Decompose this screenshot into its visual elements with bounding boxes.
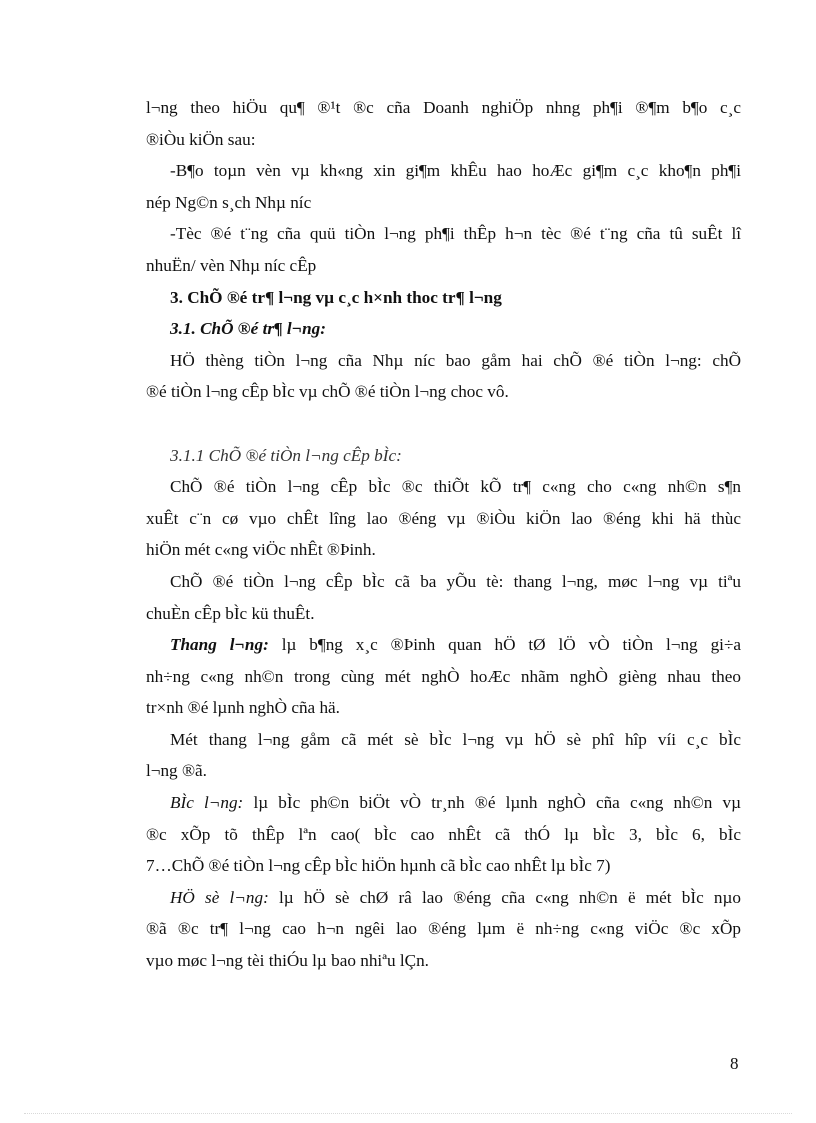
paragraph-line: ChÕ ®é tiÒn l¬ng cÊp bÌc ®c thiÕt kÕ tr¶ c«ng cho c«ng nh©n s¶n [170, 477, 741, 497]
document-body [146, 92, 741, 977]
term-label: BÌc l¬ng: [170, 793, 244, 813]
term-definition: lµ b¶ng x¸c ®Þinh quan hÖ tØ lÖ vÒ tiÒn l¬ng gi÷a [268, 635, 742, 655]
paragraph-line: ®ã ®c tr¶ l¬ng cao h¬n ngêi lao ®éng lµm ë nh÷ng c«ng viÖc ®c xÕp [146, 919, 741, 939]
paragraph-line: ®é tiÒn l¬ng cÊp bÌc vµ chÕ ®é tiÒn l¬ng choc vô. [146, 382, 509, 402]
paragraph-line: xuÊt c¨n cø vµo chÊt lîng lao ®éng vµ ®iÒu kiÖn lao ®éng khi hä thùc [146, 508, 741, 528]
paragraph-line: ®c xÕp tõ thÊp lªn cao( bÌc cao nhÊt cã thÓ lµ bÌc 3, bÌc 6, bÌc [146, 824, 741, 844]
paragraph-line: vµo møc l¬ng tèi thiÓu lµ bao nhiªu lÇn. [146, 951, 429, 971]
paragraph-line [146, 787, 741, 819]
term-label: HÖ sè l¬ng: [170, 887, 269, 907]
body-line: ®iÒu kiÖn sau: [146, 129, 256, 149]
paragraph-line: HÖ thèng tiÒn l¬ng cña Nhµ níc bao gåm hai chÕ ®é tiÒn l¬ng: chÕ [170, 350, 741, 370]
page-number: 8 [730, 1054, 739, 1073]
paragraph-line [146, 629, 741, 661]
paragraph-line: chuÈn cÊp bÌc kü thuÊt. [146, 603, 315, 623]
paragraph-line: tr×nh ®é lµnh nghÒ cña hä. [146, 698, 340, 718]
body-line: l¬ng theo hiÖu qu¶ ®¹t ®c cña Doanh nghiÖp nhng ph¶i ®¶m b¶o c¸c [146, 98, 741, 117]
subsubsection-heading: 3.1.1 ChÕ ®é tiÒn l¬ng cÊp bÌc: [170, 445, 402, 465]
paragraph-line: hiÖn mét c«ng viÖc nhÊt ®Þinh. [146, 540, 376, 560]
paragraph-line: l¬ng ®ã. [146, 761, 207, 781]
section-heading: 3. ChÕ ®é tr¶ l¬ng vµ c¸c h×nh thoc tr¶ l¬ng [170, 287, 502, 307]
term-label: Thang l¬ng: [170, 635, 269, 655]
term-definition: lµ hÖ sè chØ râ lao ®éng cña c«ng nh©n ë mét bÌc nµo [268, 887, 741, 907]
list-item: -Tèc ®é t¨ng cña quü tiÒn l¬ng ph¶i thÊp h¬n tèc ®é t¨ng cña tû suÊt lî [170, 224, 741, 244]
paragraph-line: ChÕ ®é tiÒn l¬ng cÊp bÌc cã ba yÕu tè: thang l¬ng, møc l¬ng vµ tiªu [170, 571, 741, 591]
paragraph-line: nh÷ng c«ng nh©n trong cùng mét nghÒ hoÆc nhãm nghÒ gièng nhau theo [146, 666, 741, 686]
paragraph-line [146, 882, 741, 914]
subsection-heading: 3.1. ChÕ ®é tr¶ l¬ng: [170, 319, 326, 339]
paragraph-line: Mét thang l¬ng gåm cã mét sè bÌc l¬ng vµ hÖ sè phî hîp víi c¸c bÌc [170, 729, 741, 749]
paragraph-line: 7…ChÕ ®é tiÒn l¬ng cÊp bÌc hiÖn hµnh cã bÌc cao nhÊt lµ bÌc 7) [146, 856, 611, 876]
body-line: nhuËn/ vèn Nhµ níc cÊp [146, 255, 317, 275]
term-definition: lµ bÌc ph©n biÖt vÒ tr¸nh ®é lµnh nghÒ cña c«ng nh©n vµ [243, 793, 742, 813]
list-item: -B¶o toµn vèn vµ kh«ng xin gi¶m khÊu hao hoÆc gi¶m c¸c kho¶n ph¶i [170, 161, 741, 181]
blank-line [146, 408, 741, 440]
body-line: nép Ng©n s¸ch Nhµ níc [146, 192, 312, 212]
footer-divider [24, 1113, 792, 1114]
